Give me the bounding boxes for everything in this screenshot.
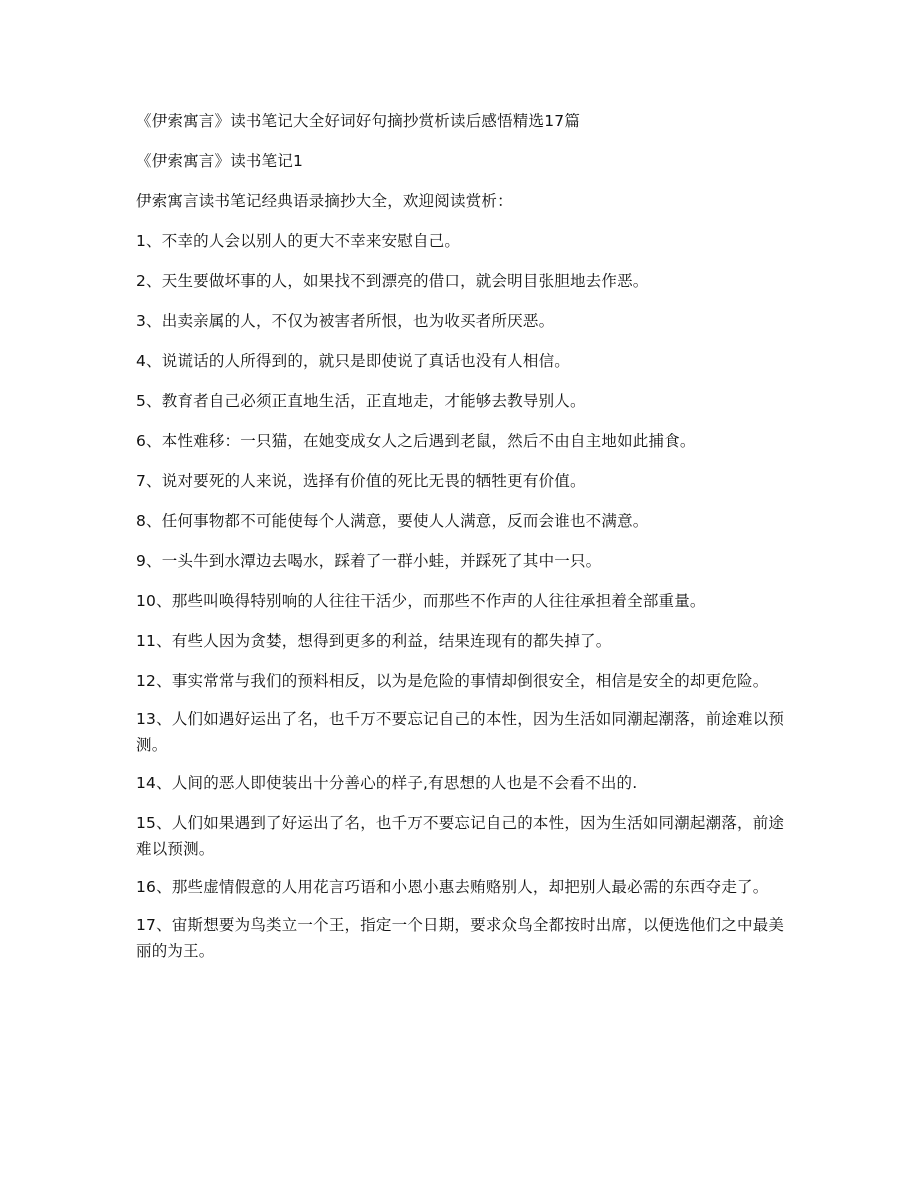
quote-item: 17、宙斯想要为鸟类立一个王，指定一个日期，要求众鸟全都按时出席，以便选他们之中最美丽的为王。 <box>136 916 785 960</box>
quote-item: 13、人们如遇好运出了名，也千万不要忘记自己的本性，因为生活如同潮起潮落，前途难以预测。 <box>136 710 785 754</box>
intro-paragraph: 伊索寓言读书笔记经典语录摘抄大全，欢迎阅读赏析： <box>136 192 513 210</box>
quote-item: 7、说对要死的人来说，选择有价值的死比无畏的牺牲更有价值。 <box>136 472 586 490</box>
quote-item: 9、一头牛到水潭边去喝水，踩着了一群小蛙，并踩死了其中一只。 <box>136 552 602 570</box>
quote-item: 11、有些人因为贪婪，想得到更多的利益，结果连现有的都失掉了。 <box>136 632 612 650</box>
document-body <box>136 108 786 976</box>
quote-item: 5、教育者自己必须正直地生活，正直地走，才能够去教导别人。 <box>136 392 586 410</box>
quote-item: 6、本性难移：一只猫，在她变成女人之后遇到老鼠，然后不由自主地如此捕食。 <box>136 432 696 450</box>
document-title: 《伊索寓言》读书笔记大全好词好句摘抄赏析读后感悟精选17篇 <box>136 112 581 130</box>
quote-item: 1、不幸的人会以别人的更大不幸来安慰自己。 <box>136 232 461 250</box>
quote-item: 15、人们如果遇到了好运出了名，也千万不要忘记自己的本性，因为生活如同潮起潮落，前途难以预测。 <box>136 814 785 858</box>
quote-item: 14、人间的恶人即使装出十分善心的样子,有思想的人也是不会看不出的. <box>136 774 638 792</box>
quote-item: 3、出卖亲属的人，不仅为被害者所恨，也为收买者所厌恶。 <box>136 312 555 330</box>
quote-item: 12、事实常常与我们的预料相反，以为是危险的事情却倒很安全，相信是安全的却更危险。 <box>136 672 769 690</box>
quote-item: 4、说谎话的人所得到的，就只是即使说了真话也没有人相信。 <box>136 352 570 370</box>
quote-item: 10、那些叫唤得特别响的人往往干活少，而那些不作声的人往往承担着全部重量。 <box>136 592 706 610</box>
quote-item: 16、那些虚情假意的人用花言巧语和小恩小惠去贿赂别人，却把别人最必需的东西夺走了。 <box>136 878 769 896</box>
quote-item: 2、天生要做坏事的人，如果找不到漂亮的借口，就会明目张胆地去作恶。 <box>136 272 649 290</box>
quote-item: 8、任何事物都不可能使每个人满意，要使人人满意，反而会谁也不满意。 <box>136 512 649 530</box>
section-heading: 《伊索寓言》读书笔记1 <box>136 152 304 170</box>
